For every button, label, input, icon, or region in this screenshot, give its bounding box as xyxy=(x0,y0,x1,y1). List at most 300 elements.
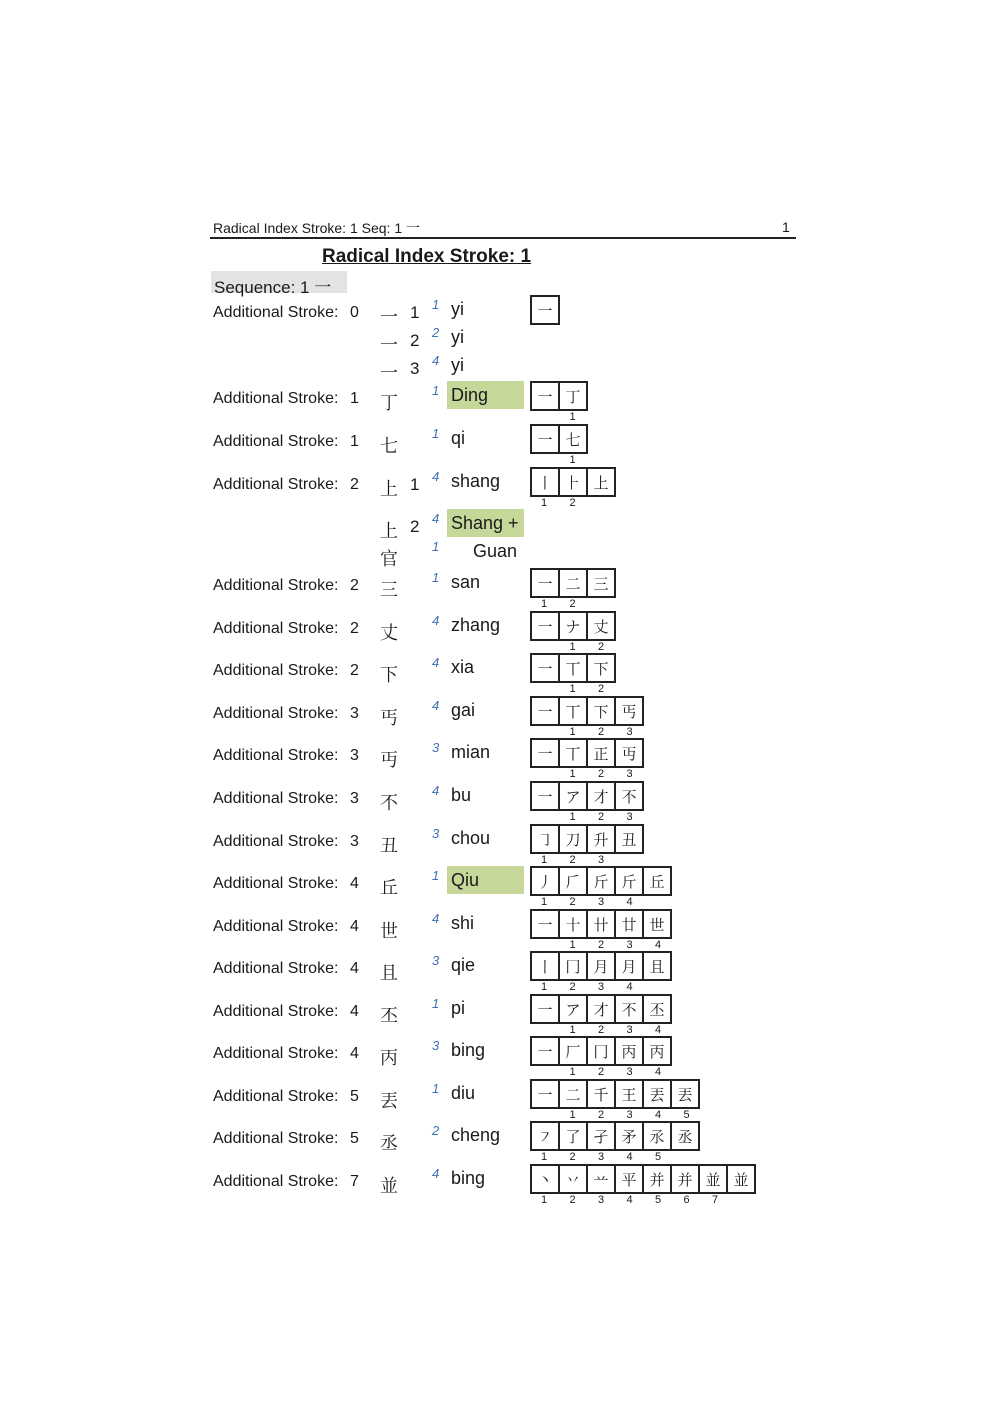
stroke-number: 7 xyxy=(711,1194,719,1206)
character: 丏 xyxy=(380,750,398,771)
character: 三 xyxy=(380,580,398,601)
stroke-order-boxes xyxy=(530,866,672,896)
tone-number: 4 xyxy=(432,613,440,628)
stroke-number xyxy=(530,726,559,738)
stroke-order-box: 升 xyxy=(586,824,616,854)
stroke-number: 3 xyxy=(626,939,633,951)
header-rule xyxy=(210,237,796,239)
stroke-order-box: 丑 xyxy=(614,824,644,854)
stroke-number: 4 xyxy=(626,896,633,908)
stroke-order-box: 不 xyxy=(614,994,644,1024)
additional-stroke-label: Additional Stroke: xyxy=(213,433,339,450)
stroke-number: 4 xyxy=(654,1066,662,1078)
stroke-number: 3 xyxy=(626,726,633,738)
index-entry xyxy=(0,653,1000,693)
index-entry xyxy=(0,781,1000,821)
stroke-number: 4 xyxy=(626,981,633,993)
stroke-number xyxy=(530,939,559,951)
stroke-order-box: 冂 xyxy=(586,1036,616,1066)
stroke-order-box: 丨 xyxy=(530,951,560,981)
additional-stroke-count: 4 xyxy=(350,918,359,935)
stroke-number: 4 xyxy=(626,1151,633,1163)
index-entry xyxy=(0,1121,1000,1161)
stroke-order-box: 並 xyxy=(726,1164,756,1194)
additional-stroke-count: 1 xyxy=(350,390,359,407)
stroke-number: 2 xyxy=(597,726,605,738)
stroke-order-box: 月 xyxy=(614,951,644,981)
stroke-number xyxy=(530,1109,559,1121)
stroke-number: 2 xyxy=(597,1066,605,1078)
stroke-order-box: 一 xyxy=(530,653,560,683)
stroke-number: 3 xyxy=(597,1151,605,1163)
stroke-order-boxes xyxy=(530,295,560,325)
character: 丙 xyxy=(380,1048,398,1069)
tone-number: 2 xyxy=(432,325,440,340)
tone-number: 1 xyxy=(432,1081,440,1096)
stroke-number: 2 xyxy=(597,939,605,951)
stroke-number: 3 xyxy=(597,854,605,866)
additional-stroke-label: Additional Stroke: xyxy=(213,790,339,807)
stroke-number: 5 xyxy=(683,1109,690,1121)
stroke-number: 6 xyxy=(683,1194,690,1206)
stroke-order-boxes xyxy=(530,951,672,981)
stroke-order-box: 丿 xyxy=(530,866,560,896)
stroke-number: 2 xyxy=(569,981,576,993)
tone-number: 3 xyxy=(432,826,440,841)
stroke-number xyxy=(530,411,559,423)
stroke-number: 3 xyxy=(597,896,605,908)
stroke-order-numbers xyxy=(530,896,644,908)
stroke-order-box: 丶 xyxy=(530,1164,560,1194)
stroke-order-box: 丷 xyxy=(558,1164,588,1194)
stroke-number: 5 xyxy=(654,1151,662,1163)
stroke-number: 2 xyxy=(569,854,576,866)
stroke-order-box: 丟 xyxy=(642,1079,672,1109)
stroke-order-boxes xyxy=(530,1164,756,1194)
pinyin: shang xyxy=(451,471,501,491)
stroke-number: 3 xyxy=(626,1109,633,1121)
additional-stroke-label: Additional Stroke: xyxy=(213,875,339,892)
stroke-number: 1 xyxy=(540,896,548,908)
additional-stroke-label: Additional Stroke: xyxy=(213,1130,339,1147)
tone-number: 1 xyxy=(432,383,440,398)
tone-number: 4 xyxy=(432,783,440,798)
stroke-order-box: 丁 xyxy=(558,381,588,411)
index-entry xyxy=(0,1079,1000,1119)
additional-stroke-count: 2 xyxy=(350,476,359,493)
pinyin: san xyxy=(451,572,481,592)
stroke-order-box: 一 xyxy=(530,696,560,726)
stroke-number: 2 xyxy=(597,683,605,695)
pinyin: chou xyxy=(451,828,491,848)
pinyin: xia xyxy=(451,657,475,677)
stroke-order-boxes xyxy=(530,824,644,854)
index-entry xyxy=(0,381,1000,421)
stroke-number xyxy=(530,1066,559,1078)
tone-number: 4 xyxy=(432,511,440,526)
tone-number: 3 xyxy=(432,740,440,755)
additional-stroke-label: Additional Stroke: xyxy=(213,577,339,594)
stroke-number: 3 xyxy=(597,1194,605,1206)
additional-stroke-count: 4 xyxy=(350,1003,359,1020)
stroke-order-box: 斤 xyxy=(614,866,644,896)
character: 一 xyxy=(380,307,398,328)
stroke-order-box: 䒑 xyxy=(586,1164,616,1194)
character-variant-number: 1 xyxy=(410,303,420,322)
character: 丐 xyxy=(380,708,398,729)
stroke-order-boxes xyxy=(530,696,644,726)
stroke-order-box: 七 xyxy=(558,424,588,454)
pinyin: mian xyxy=(451,742,491,762)
pinyin: diu xyxy=(451,1083,476,1103)
stroke-number: 2 xyxy=(597,641,605,653)
stroke-order-box: 並 xyxy=(698,1164,728,1194)
tone-number: 1 xyxy=(432,570,440,585)
stroke-order-box: ⺊ xyxy=(558,467,588,497)
stroke-order-box: ア xyxy=(558,994,588,1024)
stroke-order-numbers xyxy=(530,1109,701,1121)
index-entry xyxy=(0,568,1000,608)
additional-stroke-count: 3 xyxy=(350,705,359,722)
stroke-order-box: 并 xyxy=(642,1164,672,1194)
additional-stroke-count: 3 xyxy=(350,747,359,764)
stroke-order-numbers xyxy=(530,726,644,738)
stroke-order-box: 月 xyxy=(586,951,616,981)
stroke-number: 2 xyxy=(569,1151,576,1163)
additional-stroke-label: Additional Stroke: xyxy=(213,1045,339,1062)
stroke-number: 1 xyxy=(569,939,576,951)
additional-stroke-label: Additional Stroke: xyxy=(213,1003,339,1020)
tone-number: 1 xyxy=(432,297,440,312)
tone-number: 4 xyxy=(432,655,440,670)
tone-number: 2 xyxy=(432,1123,440,1138)
page-header-text: Radical Index Stroke: 1 Seq: 1 一 xyxy=(213,220,420,236)
stroke-order-numbers xyxy=(530,811,644,823)
tone-number: 3 xyxy=(432,953,440,968)
pinyin: qi xyxy=(451,428,466,448)
character-variant-number: 3 xyxy=(410,359,420,378)
pinyin: yi xyxy=(451,355,464,375)
character: 世 xyxy=(380,921,398,942)
pinyin: bu xyxy=(451,785,472,805)
additional-stroke-count: 3 xyxy=(350,790,359,807)
stroke-order-box: 二 xyxy=(558,568,588,598)
stroke-number xyxy=(530,683,559,695)
pinyin: bing xyxy=(451,1040,486,1060)
stroke-number: 1 xyxy=(540,497,548,509)
stroke-order-box: 冂 xyxy=(558,951,588,981)
index-entry xyxy=(0,1164,1000,1204)
stroke-number xyxy=(530,454,559,466)
stroke-order-box: 丅 xyxy=(558,696,588,726)
pinyin: shi xyxy=(451,913,475,933)
sequence-label: Sequence: 1 一 xyxy=(214,278,332,297)
index-entry xyxy=(0,994,1000,1034)
stroke-order-numbers xyxy=(530,1066,673,1078)
stroke-order-box: 丕 xyxy=(642,994,672,1024)
pinyin: cheng xyxy=(451,1125,501,1145)
stroke-number: 3 xyxy=(626,811,633,823)
pinyin: yi xyxy=(451,299,464,319)
character: 丟 xyxy=(380,1091,398,1112)
index-entry xyxy=(0,909,1000,949)
character: 不 xyxy=(380,793,398,814)
character: 丘 xyxy=(380,878,398,899)
stroke-order-boxes xyxy=(530,611,616,641)
additional-stroke-label: Additional Stroke: xyxy=(213,662,339,679)
stroke-order-box: ナ xyxy=(558,611,588,641)
stroke-number: 1 xyxy=(540,598,548,610)
stroke-order-box: 丨 xyxy=(530,467,560,497)
stroke-order-box: 一 xyxy=(530,781,560,811)
stroke-order-boxes xyxy=(530,994,672,1024)
stroke-number: 1 xyxy=(569,1024,576,1036)
additional-stroke-count: 5 xyxy=(350,1088,359,1105)
stroke-order-box: 氶 xyxy=(642,1121,672,1151)
stroke-number: 1 xyxy=(540,854,548,866)
stroke-order-box: 卄 xyxy=(586,909,616,939)
page-title: Radical Index Stroke: 1 xyxy=(322,246,532,267)
stroke-order-box: 刀 xyxy=(558,824,588,854)
stroke-number: 3 xyxy=(626,768,633,780)
stroke-order-numbers xyxy=(530,641,616,653)
additional-stroke-count: 0 xyxy=(350,304,359,321)
stroke-order-box: 二 xyxy=(558,1079,588,1109)
stroke-order-boxes xyxy=(530,1036,672,1066)
additional-stroke-label: Additional Stroke: xyxy=(213,1088,339,1105)
tone-number: 4 xyxy=(432,698,440,713)
stroke-number: 1 xyxy=(569,811,576,823)
index-entry xyxy=(0,424,1000,464)
stroke-order-box: 丙 xyxy=(642,1036,672,1066)
stroke-order-box: 斤 xyxy=(586,866,616,896)
additional-stroke-count: 7 xyxy=(350,1173,359,1190)
stroke-order-numbers xyxy=(530,598,587,610)
character-variant-number: 2 xyxy=(410,331,420,350)
additional-stroke-label: Additional Stroke: xyxy=(213,918,339,935)
additional-stroke-label: Additional Stroke: xyxy=(213,747,339,764)
stroke-number xyxy=(530,641,559,653)
stroke-order-boxes xyxy=(530,381,588,411)
character: 上 xyxy=(380,479,398,500)
stroke-order-boxes xyxy=(530,738,644,768)
stroke-number: 4 xyxy=(654,1109,662,1121)
stroke-order-box: 丏 xyxy=(614,738,644,768)
additional-stroke-label: Additional Stroke: xyxy=(213,960,339,977)
stroke-order-box: 廿 xyxy=(614,909,644,939)
character: 上 xyxy=(380,521,398,542)
pinyin: zhang xyxy=(451,615,501,635)
stroke-number: 1 xyxy=(569,411,576,423)
stroke-order-box: 丟 xyxy=(670,1079,700,1109)
page-number: 1 xyxy=(782,219,790,235)
stroke-order-box: 矛 xyxy=(614,1121,644,1151)
stroke-order-box: ア xyxy=(558,781,588,811)
additional-stroke-count: 1 xyxy=(350,433,359,450)
stroke-order-box: 且 xyxy=(642,951,672,981)
stroke-order-boxes xyxy=(530,568,616,598)
index-entry xyxy=(0,611,1000,651)
stroke-order-box: 丈 xyxy=(586,611,616,641)
character: 丞 xyxy=(380,1133,398,1154)
stroke-number: 2 xyxy=(569,598,576,610)
stroke-order-box: 了 xyxy=(558,1121,588,1151)
stroke-order-box: 一 xyxy=(530,381,560,411)
stroke-order-box: 丅 xyxy=(558,738,588,768)
stroke-order-numbers xyxy=(530,411,587,423)
stroke-order-boxes xyxy=(530,653,616,683)
stroke-order-box: 𠂆 xyxy=(558,866,588,896)
stroke-order-box: 并 xyxy=(670,1164,700,1194)
stroke-number: 1 xyxy=(540,1194,548,1206)
additional-stroke-label: Additional Stroke: xyxy=(213,390,339,407)
stroke-number: 1 xyxy=(569,454,576,466)
stroke-order-boxes xyxy=(530,1121,700,1151)
character: 且 xyxy=(380,963,398,984)
character-variant-number: 2 xyxy=(410,517,420,536)
stroke-order-box: 三 xyxy=(586,568,616,598)
character: 並 xyxy=(380,1176,398,1197)
stroke-number: 3 xyxy=(626,1066,633,1078)
stroke-order-boxes xyxy=(530,467,616,497)
additional-stroke-count: 2 xyxy=(350,620,359,637)
character-variant-number: 1 xyxy=(410,475,420,494)
additional-stroke-count: 2 xyxy=(350,662,359,679)
tone-number: 4 xyxy=(432,469,440,484)
stroke-number: 4 xyxy=(654,939,662,951)
stroke-order-box: 丐 xyxy=(614,696,644,726)
stroke-number: 2 xyxy=(569,1194,576,1206)
stroke-order-numbers xyxy=(530,939,673,951)
stroke-order-boxes xyxy=(530,909,672,939)
stroke-order-box: 才 xyxy=(586,781,616,811)
stroke-number: 3 xyxy=(626,1024,633,1036)
stroke-number: 1 xyxy=(569,1066,576,1078)
index-entry xyxy=(0,1036,1000,1076)
stroke-order-box: 一 xyxy=(530,909,560,939)
stroke-number: 1 xyxy=(569,726,576,738)
index-entry xyxy=(0,866,1000,906)
additional-stroke-label: Additional Stroke: xyxy=(213,705,339,722)
additional-stroke-label: Additional Stroke: xyxy=(213,476,339,493)
stroke-number xyxy=(530,1024,559,1036)
stroke-number: 2 xyxy=(597,768,605,780)
character: 官 xyxy=(380,549,398,570)
stroke-number: 4 xyxy=(626,1194,633,1206)
stroke-order-box: 丙 xyxy=(614,1036,644,1066)
tone-number: 4 xyxy=(432,1166,440,1181)
character: 一 xyxy=(380,335,398,356)
stroke-order-numbers xyxy=(530,1151,673,1163)
stroke-order-box: 丅 xyxy=(558,653,588,683)
additional-stroke-label: Additional Stroke: xyxy=(213,304,339,321)
stroke-number: 1 xyxy=(569,641,576,653)
tone-number: 1 xyxy=(432,996,440,1011)
stroke-number xyxy=(530,768,559,780)
stroke-order-box: 正 xyxy=(586,738,616,768)
character: 丈 xyxy=(380,623,398,644)
stroke-order-numbers xyxy=(530,454,587,466)
tone-number: 4 xyxy=(432,353,440,368)
stroke-number: 1 xyxy=(540,1151,548,1163)
stroke-order-box: 下 xyxy=(586,653,616,683)
stroke-order-boxes xyxy=(530,424,588,454)
tone-number: 4 xyxy=(432,911,440,926)
stroke-order-box: ㇆ xyxy=(530,824,560,854)
additional-stroke-label: Additional Stroke: xyxy=(213,833,339,850)
stroke-number: 2 xyxy=(597,1024,605,1036)
pinyin: Qiu xyxy=(447,866,524,894)
stroke-order-boxes xyxy=(530,1079,700,1109)
stroke-order-box: 下 xyxy=(586,696,616,726)
stroke-number: 1 xyxy=(569,683,576,695)
stroke-order-box: 一 xyxy=(530,994,560,1024)
stroke-number: 1 xyxy=(569,768,576,780)
index-entry xyxy=(0,738,1000,778)
character: 丑 xyxy=(380,836,398,857)
stroke-number: 4 xyxy=(654,1024,662,1036)
stroke-order-box: ㇇ xyxy=(530,1121,560,1151)
stroke-order-box: 不 xyxy=(614,781,644,811)
stroke-order-boxes xyxy=(530,781,644,811)
stroke-order-numbers xyxy=(530,1194,730,1206)
character: 七 xyxy=(380,436,398,457)
index-entry xyxy=(0,824,1000,864)
stroke-order-box: 才 xyxy=(586,994,616,1024)
stroke-order-numbers xyxy=(530,854,616,866)
additional-stroke-count: 4 xyxy=(350,1045,359,1062)
pinyin: gai xyxy=(451,700,476,720)
stroke-number xyxy=(530,811,559,823)
pinyin: yi xyxy=(451,327,464,347)
pinyin: bing xyxy=(451,1168,486,1188)
additional-stroke-count: 5 xyxy=(350,1130,359,1147)
stroke-order-numbers xyxy=(530,768,644,780)
stroke-order-numbers xyxy=(530,981,644,993)
stroke-order-box: 十 xyxy=(558,909,588,939)
character: 下 xyxy=(380,665,398,686)
stroke-order-box: 一 xyxy=(530,611,560,641)
stroke-order-box: 丞 xyxy=(670,1121,700,1151)
stroke-order-box: 平 xyxy=(614,1164,644,1194)
stroke-order-box: 一 xyxy=(530,424,560,454)
stroke-order-numbers xyxy=(530,683,616,695)
stroke-order-numbers xyxy=(530,497,587,509)
stroke-order-box: 一 xyxy=(530,1036,560,1066)
stroke-number: 1 xyxy=(540,981,548,993)
additional-stroke-label: Additional Stroke: xyxy=(213,1173,339,1190)
tone-number: 1 xyxy=(432,426,440,441)
additional-stroke-count: 4 xyxy=(350,960,359,977)
stroke-number: 1 xyxy=(569,1109,576,1121)
pinyin: qie xyxy=(451,955,476,975)
stroke-number: 3 xyxy=(597,981,605,993)
stroke-order-box: 王 xyxy=(614,1079,644,1109)
character: 一 xyxy=(380,363,398,384)
stroke-order-box: 丘 xyxy=(642,866,672,896)
index-entry xyxy=(0,951,1000,991)
stroke-order-box: 世 xyxy=(642,909,672,939)
stroke-order-box: 一 xyxy=(530,568,560,598)
stroke-order-numbers xyxy=(530,1024,673,1036)
pinyin: Shang + xyxy=(447,509,524,537)
additional-stroke-count: 4 xyxy=(350,875,359,892)
stroke-order-box: 千 xyxy=(586,1079,616,1109)
stroke-order-box: 一 xyxy=(530,738,560,768)
stroke-order-box: 一 xyxy=(530,1079,560,1109)
stroke-number: 2 xyxy=(597,1109,605,1121)
stroke-order-box: 一 xyxy=(530,295,560,325)
